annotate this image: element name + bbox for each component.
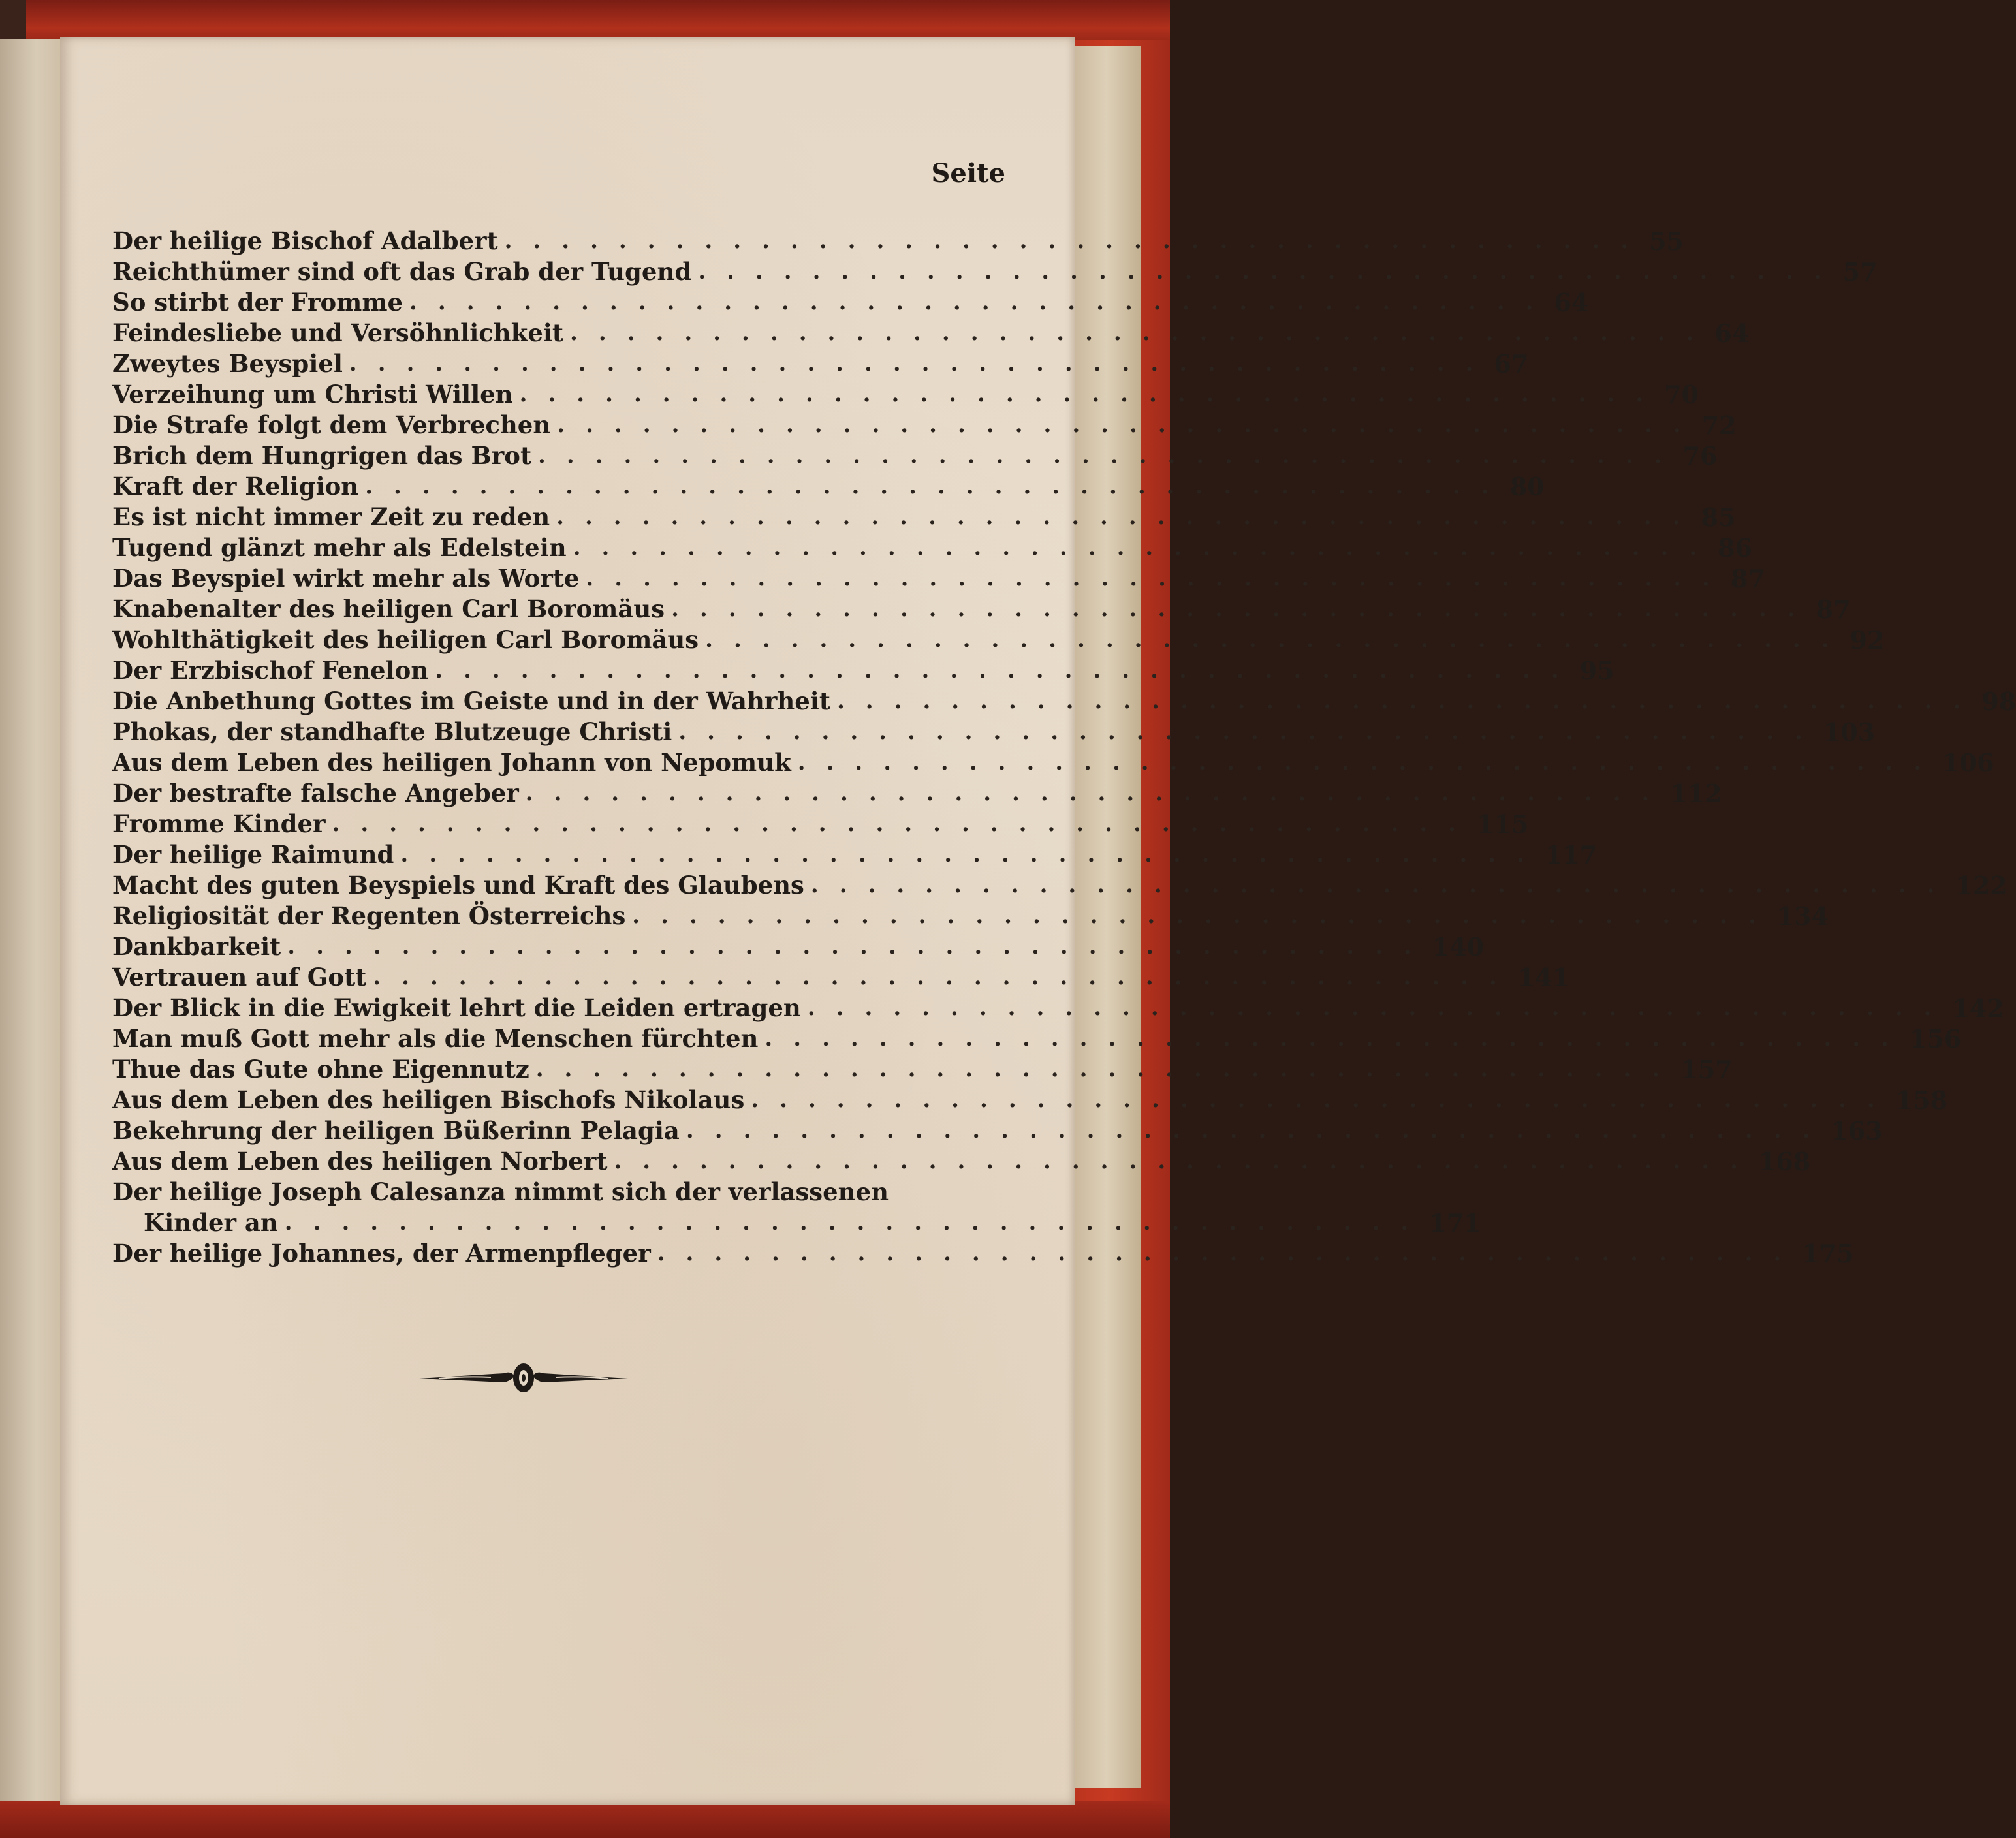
toc-entry [112,717,1876,747]
toc-entry-page-number: 115 [1477,809,1529,839]
toc-entry-title: Kinder an [144,1208,278,1237]
toc-entry-title: Der Erzbischof Fenelon [112,656,429,685]
toc-entry-page-number: 67 [1494,349,1529,379]
toc-entry-page-number: 142 [1952,993,2004,1023]
toc-entry-page-number: 171 [1429,1208,1481,1238]
dot-leader: ........................................ [685,1117,1831,1144]
toc-entry [112,1023,1962,1054]
toc-entry [112,533,1753,563]
toc-entry-title: Brich dem Hungrigen das Brot [112,441,532,470]
dot-leader: ........................................ [373,964,1518,990]
toc-entry-page-number: 76 [1682,441,1718,471]
toc-entry [112,257,1878,287]
toc-entry-page-number: 134 [1776,901,1829,931]
toc-entry-title: Es ist nicht immer Zeit zu reden [112,503,550,531]
dot-leader: ........................................ [504,228,1650,254]
toc-entry-page-number: 112 [1670,779,1722,808]
dot-leader: ........................................ [535,1056,1681,1082]
toc-entry-title: Macht des guten Beyspiels und Kraft des Glaubens [112,871,804,899]
toc-entry-page-number: 117 [1545,840,1598,869]
toc-entry-title: Zweytes Beyspiel [112,349,343,378]
toc-entry [112,625,1885,655]
table-of-contents [112,226,2016,1269]
toc-entry [112,655,1614,686]
toc-entry [112,1054,1733,1085]
dot-leader: ........................................ [557,412,1702,438]
toc-entry-title: Thue das Gute ohne Eigennutz [112,1055,529,1083]
toc-page [60,37,2016,1805]
toc-entry-page-number: 175 [1802,1239,1854,1268]
toc-entry-title: Der Blick in die Ewigkeit lehrt die Leiden ertragen [112,993,801,1022]
dot-leader: ........................................ [586,565,1731,591]
toc-entry-page-number: 70 [1664,380,1699,409]
dot-leader: ........................................ [836,688,1982,714]
dot-leader: ........................................ [632,903,1777,929]
toc-entry [112,1238,1854,1269]
toc-entry-title: Aus dem Leben des heiligen Bischofs Nikolaus [112,1085,745,1114]
toc-entry [112,287,1589,318]
dot-leader: ........................................ [284,1209,1430,1236]
toc-entry-page-number: 80 [1509,472,1545,501]
toc-entry [112,226,1684,257]
dot-leader: ........................................ [614,1148,1759,1174]
toc-entry-page-number: 158 [1895,1085,1948,1115]
toc-entry-page-number: 92 [1850,625,1885,655]
dot-leader: ........................................ [435,657,1580,683]
toc-entry [112,410,1737,441]
toc-entry [112,1115,1883,1146]
toc-entry [112,809,1529,839]
toc-entry [112,1207,1481,1238]
dot-leader: ........................................ [698,258,1843,285]
toc-entry-page-number: 95 [1579,656,1614,685]
toc-entry [112,471,1545,502]
dot-leader: ........................................ [556,504,1701,530]
toc-entry-title: Tugend glänzt mehr als Edelstein [112,533,567,562]
toc-entry [112,1085,1948,1115]
toc-entry [112,441,1718,471]
toc-entry-title: Der heilige Bischof Adalbert [112,226,498,255]
dot-leader: ........................................ [573,535,1718,561]
toc-entry [112,778,1722,809]
red-cover-bottom-edge [0,1801,1170,1838]
toc-entry-page-number: 87 [1816,595,1851,624]
toc-entry [112,870,2008,901]
toc-entry-title: Fromme Kinder [112,809,326,838]
toc-entry [112,349,1529,379]
toc-entry [112,747,1994,778]
toc-entry-title: Man muß Gott mehr als die Menschen fürchten [112,1024,759,1053]
toc-entry [112,962,1570,993]
toc-entry [112,993,2004,1023]
toc-entry-page-number: 85 [1701,503,1736,532]
toc-entry [112,1177,992,1207]
toc-entry-title: Bekehrung der heiligen Büßerinn Pelagia [112,1116,680,1145]
printers-flourish-icon [413,1354,635,1401]
toc-entry [112,839,1598,870]
toc-entry [112,594,1851,625]
toc-entry [112,318,1750,349]
dot-leader: ........................................ [519,381,1665,407]
toc-entry-title: So stirbt der Fromme [112,288,403,317]
toc-entry-title: Dankbarkeit [112,932,281,961]
toc-entry-page-number: 163 [1831,1116,1883,1145]
dot-leader: ........................................ [525,780,1671,806]
toc-entry-page-number: 122 [1955,871,2008,900]
toc-entry-page-number: 141 [1517,963,1570,992]
toc-entry-page-number: 168 [1758,1147,1811,1176]
toc-entry [112,686,2016,717]
dot-leader: ........................................ [678,719,1823,745]
toc-entry-title: Aus dem Leben des heiligen Johann von Nepomuk [112,748,791,777]
dot-leader: ........................................ [409,289,1554,315]
toc-entry-page-number: 156 [1909,1024,1962,1053]
dot-leader: ........................................ [287,933,1432,959]
dot-leader: ........................................ [797,749,1943,775]
toc-entry-title: Die Strafe folgt dem Verbrechen [112,411,551,439]
toc-entry-page-number: 72 [1701,411,1737,440]
toc-entry-title: Die Anbethung Gottes im Geiste und in der Wahrheit [112,687,830,715]
dot-leader: ........................................ [332,811,1477,837]
toc-entry-title: Phokas, der standhafte Blutzeuge Christi [112,717,672,746]
dot-leader: ........................................ [810,872,1956,898]
dot-leader: ........................................ [671,596,1816,622]
toc-entry-title: Reichthümer sind oft das Grab der Tugend [112,257,692,286]
dot-leader: ........................................ [657,1240,1803,1266]
toc-entry-title: Vertrauen auf Gott [112,963,367,991]
toc-entry [112,502,1736,533]
toc-entry [112,1146,1811,1177]
dot-leader: ........................................ [751,1087,1896,1113]
dot-leader: ........................................ [807,995,1953,1021]
dot-leader: ........................................ [365,473,1510,499]
toc-entry-page-number: 157 [1680,1055,1733,1084]
toc-entry [112,931,1485,962]
toc-entry-page-number: 140 [1432,932,1485,961]
toc-entry-title: Der bestrafte falsche Angeber [112,779,519,807]
toc-entry-title: Religiosität der Regenten Österreichs [112,901,626,930]
toc-entry-page-number: 57 [1842,257,1878,287]
red-cover-top-edge [26,0,1170,40]
toc-entry-title: Der heilige Johannes, der Armenpfleger [112,1239,651,1268]
toc-entry-page-number: 98 [1981,687,2016,716]
toc-entry-title: Wohlthätigkeit des heiligen Carl Boromäus [112,625,699,654]
toc-entry-page-number: 64 [1554,288,1589,317]
dot-leader: ........................................ [705,627,1850,653]
toc-entry-page-number: 103 [1823,717,1876,747]
toc-entry-page-number: 106 [1942,748,1994,777]
toc-entry-page-number: 64 [1714,319,1750,348]
toc-entry-title: Knabenalter des heiligen Carl Boromäus [112,595,665,623]
toc-entry-title: Kraft der Religion [112,472,359,501]
toc-entry-page-number: 55 [1649,226,1684,256]
page-column-header: Seite [931,158,1005,189]
dot-leader: ........................................ [764,1025,1910,1051]
toc-entry-page-number: 86 [1718,533,1753,563]
toc-entry-title: Verzeihung um Christi Willen [112,380,513,409]
toc-entry-title: Das Beyspiel wirkt mehr als Worte [112,564,580,593]
toc-entry-title: Der heilige Joseph Calesanza nimmt sich der verlassenen [112,1177,889,1206]
dot-leader: ........................................ [400,841,1545,867]
dot-leader: ........................................ [538,443,1683,469]
toc-entry [112,379,1699,410]
toc-entry-page-number: 87 [1730,564,1765,593]
toc-entry-title: Der heilige Raimund [112,840,394,869]
dot-leader: ........................................ [570,320,1715,346]
left-page-edge [0,39,62,1838]
toc-entry-title: Aus dem Leben des heiligen Norbert [112,1147,608,1176]
dot-leader: ........................................ [349,350,1494,377]
toc-entry [112,901,1829,931]
toc-entry [112,563,1765,594]
toc-entry-title: Feindesliebe und Versöhnlichkeit [112,319,564,347]
